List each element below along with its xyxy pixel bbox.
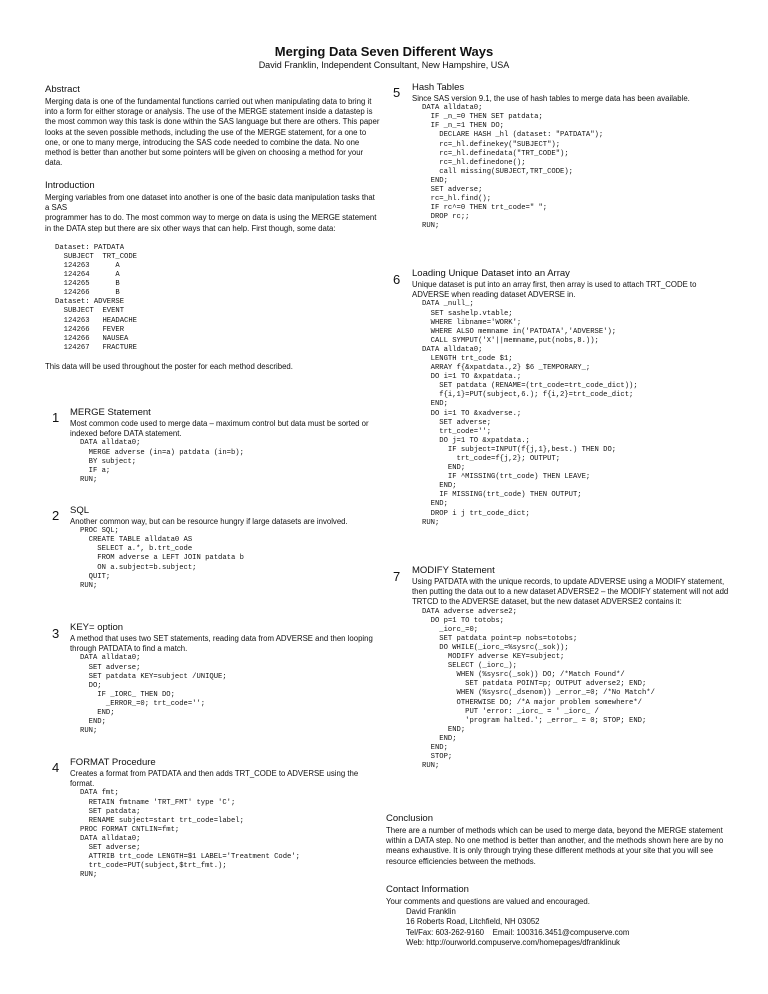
method-2-code: PROC SQL; CREATE TABLE alldata0 AS SELECT a.*, b.trt_code FROM adverse a LEFT JOIN patdata b ON a.subject=b.subject; QUIT; RUN;	[80, 527, 244, 590]
abstract-section	[45, 84, 381, 168]
method-5-text: Since SAS version 9.1, the use of hash tables to merge data has been available.	[412, 94, 690, 103]
method-7-text: Using PATDATA with the unique records, to update ADVERSE using a MODIFY statement, then putting the data out to a new dataset ADVERSE2 – the MODIFY statement will not add TRTCD to the ADVERSE dataset, but the new dataset ADVERSE2 contains it:	[412, 577, 729, 607]
method-6-section	[412, 268, 730, 528]
contact-web: Web: http://ourworld.compuserve.com/homepages/dfranklinuk	[406, 937, 620, 947]
method-6-text: Unique dataset is put into an array first, then array is used to attach TRT_CODE to ADVERSE when reading dataset ADVERSE in.	[412, 280, 697, 300]
method-5-number: 5	[393, 85, 401, 100]
method-4-section	[70, 757, 382, 880]
method-3-code: DATA alldata0; SET adverse; SET patdata KEY=subject /UNIQUE; DO; IF _IORC_ THEN DO; _ERROR_=0; trt_code=''; END; END; RUN;	[80, 654, 227, 736]
contact-address: 16 Roberts Road, Litchfield, NH 03052	[406, 917, 540, 927]
author-line: David Franklin, Independent Consultant, New Hampshire, USA	[258, 60, 510, 70]
contact-name: David Franklin	[406, 907, 456, 917]
method-2-section	[70, 505, 382, 591]
method-5-code: DATA alldata0; IF _n_=0 THEN SET patdata; IF _n_=1 THEN DO; DECLARE HASH _hl (dataset: "PATDATA"); rc=_hl.definekey("SUBJECT"); rc=_hl.definedata("TRT_CODE"); rc=_hl.definedone(); call missing(SUBJECT,TRT_CODE); END; SET adverse; rc=_hl.find(); IF rc^=0 THEN trt_code=" "; DROP rc;; RUN;	[422, 104, 604, 231]
conclusion-section	[386, 813, 730, 867]
method-6-code: DATA _null_; SET sashelp.vtable; WHERE libname='WORK'; WHERE ALSO memname in('PATDATA','ADVERSE'); CALL SYMPUT('X'||memname,put(nobs,8.)); DATA alldata0; LENGTH trt_code $1; ARRAY f{&xpatdata.,2} $6 _TEMPORARY_; DO i=1 TO &xpatdata.; SET patdata (RENAME=(trt_code=trt_code_dict)); f{i,1}=PUT(subject,6.); f{i,2}=trt_code_dict; END; DO i=1 TO &xadverse.; SET adverse; trt_code=''; DO j=1 TO &xpatdata.; IF subject=INPUT(f{j,1},best.) THEN DO; trt_code=f{j,2}; OUTPUT; END; IF ^MISSING(trt_code) THEN LEAVE; END; IF MISSING(trt_code) THEN OUTPUT; END; DROP i j trt_code_dict; RUN;	[422, 300, 638, 527]
method-7-heading: MODIFY Statement	[412, 565, 495, 576]
method-5-section	[412, 82, 730, 232]
method-2-number: 2	[52, 508, 60, 523]
abstract-text: Merging data is one of the fundamental functions carried out when manipulating data to bring it into a form for either storage or analysis. The use of the MERGE statement inside a datastep is the most common way this task is done within the SAS language but there are others. This paper looks at the seven possible methods, including the use of the MERGE statement, for a one to one, or one to many merge, introducing the SAS code needed to combine the data. No one method is better than another but some pointers will be given on choosing a method for your data.	[45, 97, 380, 168]
page-title: Merging Data Seven Different Ways	[274, 44, 494, 59]
method-3-text: A method that uses two SET statements, reading data from ADVERSE and then looping through PATDATA to find a match.	[70, 634, 373, 654]
method-4-heading: FORMAT Procedure	[70, 757, 156, 768]
method-5-heading: Hash Tables	[412, 82, 465, 93]
method-6-number: 6	[393, 272, 401, 287]
introduction-section	[45, 180, 381, 372]
introduction-text-1: Merging variables from one dataset into another is one of the basic data manipulation tasks that a SAS	[45, 193, 375, 213]
method-7-section	[412, 565, 730, 771]
method-6-heading: Loading Unique Dataset into an Array	[412, 268, 570, 279]
contact-phone-email: Tel/Fax: 603-262-9160 Email: 100316.3451@compuserve.com	[406, 927, 630, 937]
method-2-text: Another common way, but can be resource hungry if large datasets are involved.	[70, 517, 348, 526]
conclusion-heading: Conclusion	[386, 813, 433, 824]
contact-heading: Contact Information	[386, 884, 469, 895]
method-3-section	[70, 622, 382, 736]
method-1-number: 1	[52, 410, 60, 425]
method-3-heading: KEY= option	[70, 622, 124, 633]
method-4-number: 4	[52, 760, 60, 775]
method-7-number: 7	[393, 569, 401, 584]
method-1-heading: MERGE Statement	[70, 407, 151, 418]
method-4-code: DATA fmt; RETAIN fmtname 'TRT_FMT' type 'C'; SET patdata; RENAME subject=start trt_code=label; PROC FORMAT CNTLIN=fmt; DATA alldata0; SET adverse; ATTRIB trt_code LENGTH=$1 LABEL='Treatment Code'; trt_code=PUT(subject,$trt_fmt.); RUN;	[80, 789, 300, 880]
introduction-text-2: programmer has to do. The most common way to merge on data is using the MERGE statement in the DATA step but there are six other ways that can help. First though, some data:	[45, 213, 377, 233]
introduction-heading: Introduction	[45, 180, 95, 191]
method-1-section	[70, 407, 382, 485]
data-listing: Dataset: PATDATA SUBJECT TRT_CODE 124263 A 124264 A 124265 B 124266 B Dataset: ADVERSE SUBJECT EVENT 124263 HEADACHE 124266 FEVER 124266 NAUSEA 124267 FRACTURE	[55, 243, 137, 352]
contact-intro: Your comments and questions are valued and encouraged.	[386, 897, 590, 906]
method-7-code: DATA adverse adverse2; DO p=1 TO totobs; _iorc_=0; SET patdata point=p nobs=totobs; DO WHILE(_iorc_=%sysrc(_sok)); MODIFY adverse KEY=subject; SELECT (_iorc_); WHEN (%sysrc(_sok)) DO; /*Match Found*/ SET patdata POINT=p; OUTPUT adverse2; END; WHEN (%sysrc(_dsenom)) _error_=0; /*No Match*/ OTHERWISE DO; /*A major problem somewhere*/ PUT 'error: _iorc_ = ' _iorc_ / 'program halted.'; _error_ = 0; STOP; END; END; END; END; STOP; RUN;	[422, 607, 655, 771]
method-2-heading: SQL	[70, 505, 90, 516]
method-1-code: DATA alldata0; MERGE adverse (in=a) patdata (in=b); BY subject; IF a; RUN;	[80, 439, 244, 484]
abstract-heading: Abstract	[45, 84, 80, 95]
introduction-after-text: This data will be used throughout the poster for each method described.	[45, 361, 293, 371]
contact-section	[386, 884, 730, 948]
method-1-text: Most common code used to merge data – maximum control but data must be sorted or indexed before DATA statement.	[70, 419, 369, 439]
method-4-text: Creates a format from PATDATA and then adds TRT_CODE to ADVERSE using the format.	[70, 769, 359, 789]
conclusion-text: There are a number of methods which can be used to merge data, beyond the MERGE statement within a DATA step. No one method is better than another, and the methods shown here are by no means exhaustive. It is only through trying these different methods at your site that you will see resource efficiencies between the methods.	[386, 826, 724, 866]
method-3-number: 3	[52, 626, 60, 641]
